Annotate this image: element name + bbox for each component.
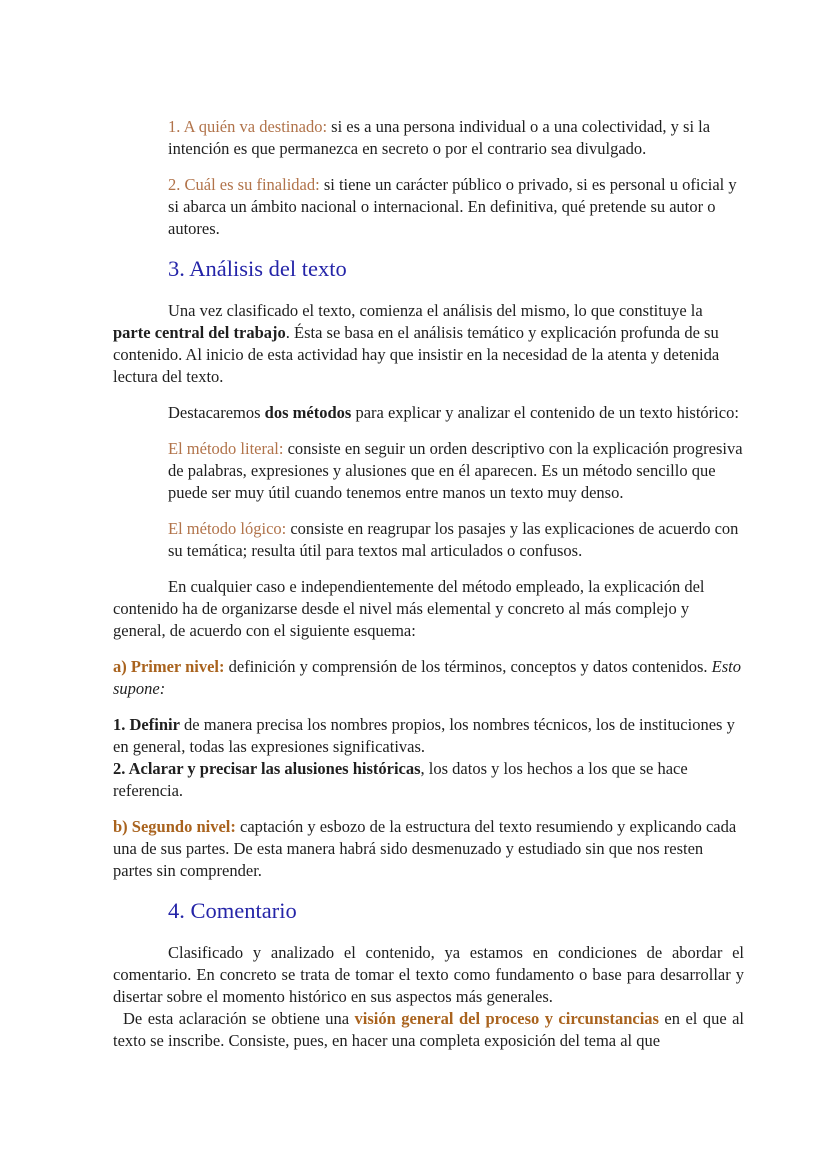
text-run: Una vez clasificado el texto, comienza el análisis del mismo, lo que constituye la <box>168 301 703 320</box>
text-run: En cualquier caso e independientemente del método empleado, la explicación del contenido ha de organizarse desde el nivel más elemental y concreto al más complejo y general, de acuerdo con el siguiente esquema: <box>113 577 705 640</box>
heading-analisis: 3. Análisis del texto <box>168 256 347 281</box>
text-run: captación y esbozo de la estructura del texto resumiendo y explicando cada una de sus partes. De esta manera habrá sido desmenuzado y estudiado sin que nos resten partes sin comprender. <box>113 817 737 880</box>
para-en-cualquier-caso <box>113 576 744 642</box>
text-run: Clasificado y analizado el contenido, ya estamos en condiciones de abordar el comentario. En concreto se trata de tomar el texto como fundamento o base para desarrollar y disertar sobre el momento histórico en sus aspectos más generales. <box>113 943 744 1006</box>
text-run: 2. Cuál es su finalidad: <box>168 175 324 194</box>
text-run: dos métodos <box>264 403 352 422</box>
item-finalidad <box>168 174 744 240</box>
para-primer-nivel <box>113 656 744 700</box>
text-run: si es a una persona individual o a una colectividad, y si la intención es que permanezca en secreto o por el contrario sea divulgado. <box>168 117 711 158</box>
text-run: visión general del proceso y circunstancias <box>354 1009 659 1028</box>
item-definir <box>113 714 744 758</box>
text-run: a) Primer nivel: <box>113 657 229 676</box>
text-run: El método lógico: <box>168 519 291 538</box>
text-run: 2. Aclarar y precisar las alusiones históricas <box>113 759 421 778</box>
item-aclarar <box>113 758 744 802</box>
para-destacaremos <box>113 402 744 424</box>
para-clasificado <box>113 942 744 1008</box>
text-run: 1. Definir <box>113 715 180 734</box>
item-destinatario <box>168 116 744 160</box>
para-de-esta-aclaracion <box>113 1008 744 1052</box>
text-run: b) Segundo nivel: <box>113 817 240 836</box>
para-una-vez <box>113 300 744 388</box>
text-run: 1. A quién va destinado: <box>168 117 332 136</box>
item-metodo-logico <box>168 518 744 562</box>
text-run: parte central del trabajo <box>113 323 286 342</box>
text-run: para explicar y analizar el contenido de un texto histórico: <box>351 403 739 422</box>
text-run: si tiene un carácter público o privado, si es personal u oficial y si abarca un ámbito nacional o internacional. En definitiva, qué pretende su autor o autores. <box>168 175 737 238</box>
text-run: consiste en seguir un orden descriptivo con la explicación progresiva de palabras, expresiones y alusiones que en él aparecen. Es un método sencillo que puede ser muy útil cuando tenemos entre manos un texto muy denso. <box>168 439 743 502</box>
text-run: . Ésta se basa en el análisis temático y explicación profunda de su contenido. Al inicio de esta actividad hay que insistir en la necesidad de la atenta y detenida lectura del texto. <box>113 323 720 386</box>
heading-comentario: 4. Comentario <box>168 898 297 923</box>
text-run: Destacaremos <box>168 403 265 422</box>
text-run: El método literal: <box>168 439 288 458</box>
text-run: Esto supone: <box>113 657 741 698</box>
text-run: De esta aclaración se obtiene una <box>123 1009 355 1028</box>
text-run: consiste en reagrupar los pasajes y las explicaciones de acuerdo con su temática; resulta útil para textos mal articulados o confusos. <box>168 519 739 560</box>
para-segundo-nivel <box>113 816 744 882</box>
text-run: definición y comprensión de los términos, conceptos y datos contenidos. <box>228 657 712 676</box>
text-run: , los datos y los hechos a los que se hace referencia. <box>113 759 688 800</box>
item-metodo-literal <box>168 438 744 504</box>
text-run: en el que al texto se inscribe. Consiste, pues, en hacer una completa exposición del tema al que <box>113 1009 745 1050</box>
text-run: de manera precisa los nombres propios, los nombres técnicos, los de instituciones y en general, todas las expresiones significativas. <box>113 715 735 756</box>
